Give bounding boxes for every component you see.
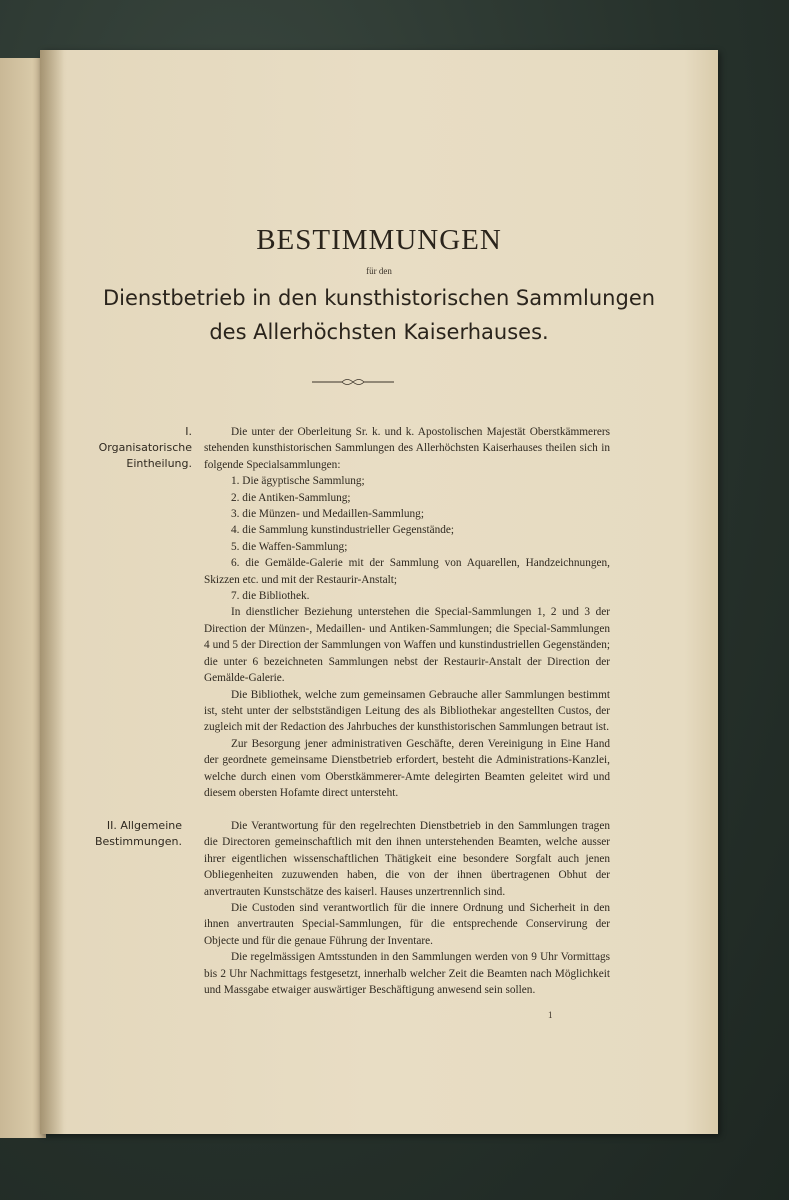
ornament-divider: [312, 376, 394, 388]
list-item: 6. die Gemälde-Galerie mit der Sammlung von Aquarellen, Handzeichnungen, Skizzen etc. und mit der Restaurir-Anstalt;: [204, 557, 610, 586]
page-number: 1: [548, 1010, 553, 1020]
section1-heading-line2: Eintheilung.: [126, 457, 192, 470]
section1-paragraph: Zur Besorgung jener administrativen Geschäfte, deren Vereinigung in Eine Hand der geordnete gemeinsame Dienstbetrieb erfordert, besteht die Administrations-Kanzlei, welche durch einen vom Oberstkämmerer-Amte delegirten Beamten geleitet wird und diesem obersten Hofamte direct untersteht.: [204, 737, 610, 799]
section1-intro: Die unter der Oberleitung Sr. k. und k. Apostolischen Majestät Oberstkämmerers stehenden kunsthistorischen Sammlungen des Allerhöchsten Kaiserhauses theilen sich in folgende Specialsammlungen:: [204, 426, 610, 471]
section2-paragraph: Die Custoden sind verantwortlich für die innere Ordnung und Sicherheit in den ihnen anvertrauten Special-Sammlungen, für die entsprechende Conservirung der Objecte und für die genaue Führung der Inventare.: [204, 902, 610, 947]
list-item: 7. die Bibliothek.: [231, 590, 310, 603]
list-item: 2. die Antiken-Sammlung;: [231, 491, 351, 504]
list-item: 1. Die ägyptische Sammlung;: [231, 475, 365, 488]
document-subtitle-line1: Dienstbetrieb in den kunsthistorischen Sammlungen: [102, 286, 656, 310]
section2-body: [204, 818, 610, 998]
document-subtitle-line2: des Allerhöchsten Kaiserhauses.: [209, 320, 549, 344]
section1-paragraph: In dienstlicher Beziehung unterstehen die Special-Sammlungen 1, 2 und 3 der Direction der Münzen-, Medaillen- und Antiken-Sammlungen; die Special-Sammlungen 4 und 5 der Direction der Sammlungen von Waffen und kunstindustriellen Gegenständen; die unter 6 bezeichneten Sammlungen nebst der Restaurir-Anstalt der Direction der Gemälde-Galerie.: [204, 606, 610, 685]
list-item: 4. die Sammlung kunstindustrieller Gegenstände;: [231, 524, 455, 537]
list-item: 3. die Münzen- und Medaillen-Sammlung;: [231, 508, 424, 521]
section2-paragraph: Die Verantwortung für den regelrechten Dienstbetrieb in den Sammlungen tragen die Directoren gemeinschaftlich mit den ihnen unterstehenden Beamten, welche ausser ihrer eigentlichen wissenschaftlichen Thätigkeit eine besondere Sorgfalt auch jenen Obliegenheiten zuzuwenden haben, die von der ihnen übertragenen Obhut der anvertrauten Kunstschätze des kaiserl. Hauses unzertrennlich sind.: [204, 820, 610, 898]
document-title: BESTIMMUNGEN: [256, 224, 502, 256]
list-item: 5. die Waffen-Sammlung;: [231, 540, 348, 553]
section1-heading: [98, 424, 192, 472]
section2-paragraph: Die regelmässigen Amtsstunden in den Sammlungen werden von 9 Uhr Vormittags bis 2 Uhr Nachmittags festgesetzt, innerhalb welcher Zeit die Beamten nach Möglichkeit und Massgabe etwaiger auswärtiger Beschäftigung anwesend sein sollen.: [204, 951, 610, 997]
page-gutter-shadow: [40, 50, 64, 1134]
section2-heading-line2: Bestimmungen.: [94, 835, 182, 848]
section1-heading-line1: I. Organisatorische: [98, 425, 192, 454]
document-subtitle-small: für den: [366, 266, 392, 276]
section2-heading: [88, 818, 182, 850]
section2-heading-line1: II. Allgemeine: [106, 819, 182, 832]
section1-body: [204, 424, 610, 801]
section1-paragraph: Die Bibliothek, welche zum gemeinsamen Gebrauche aller Sammlungen bestimmt ist, steht unter der selbstständigen Leitung des als Bibliothekar angestellten Custos, der zugleich mit der Redaction des Jahrbuches der kunsthistorischen Sammlungen betraut ist.: [204, 688, 610, 734]
